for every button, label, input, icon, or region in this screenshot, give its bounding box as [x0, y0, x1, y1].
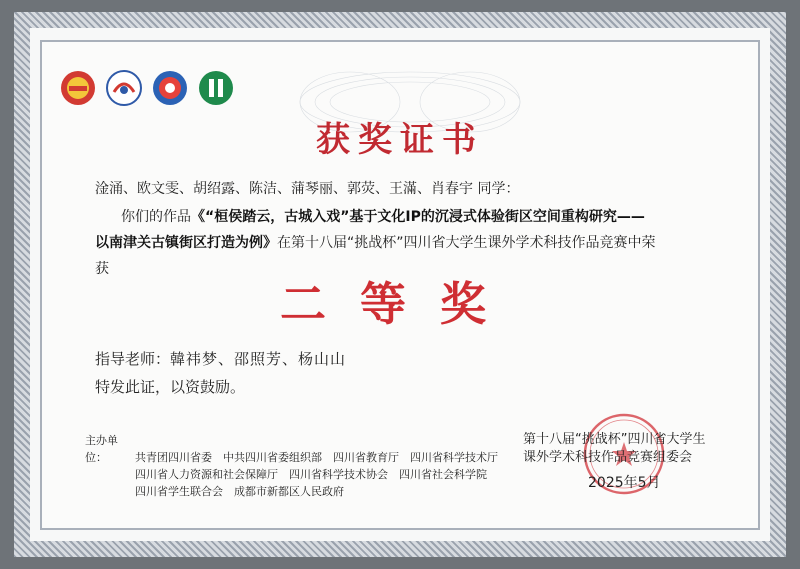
sponsors-row-1: 共青团四川省委 中共四川省委组织部 四川省教育厅 四川省科学技术厅 [135, 451, 498, 464]
science-association-emblem-icon [198, 70, 234, 106]
closing-statement: 特发此证，以资鼓励。 [95, 378, 246, 396]
work-title-part-1: 《“桓侯踏云，古城入戏”基于文化IP的沉浸式体验街区空间重构研究—— [191, 209, 645, 225]
advisor-names: 韓祎梦、邵照芳、杨山山 [170, 350, 347, 368]
work-competition-text: 在第十八届“挑战杯”四川省大学生课外学术科技作品竞赛中荣 [277, 235, 656, 251]
advisor-line [95, 348, 346, 369]
work-line-2 [95, 230, 725, 256]
issue-date: 2025年5月 [588, 475, 661, 491]
student-union-emblem-icon [152, 70, 188, 106]
recipient-names: 淦涌、欧文雯、胡绍露、陈洁、蒲琴丽、郭荧、王滿、肖春宇 同学： [95, 181, 520, 197]
work-line-3: 获 [95, 261, 109, 277]
sponsor-list [85, 432, 498, 500]
work-intro: 你们的作品 [121, 209, 191, 225]
advisor-label: 指导老师： [95, 350, 171, 368]
organizer-logos [60, 70, 234, 106]
award-level: 二等奖 [280, 277, 520, 331]
certificate-title: 获奖证书 [316, 120, 484, 160]
youth-league-emblem-icon [60, 70, 96, 106]
sponsors-row-3: 四川省学生联合会 成都市新都区人民政府 [135, 485, 344, 498]
committee-line-1: 第十八届“挑战杯”四川省大学生 [523, 432, 706, 447]
work-line-1 [95, 204, 725, 230]
committee-line-2: 课外学术科技作品竞赛组委会 [523, 450, 693, 465]
sponsor-label: 主办单位： [85, 434, 118, 464]
organizing-committee [523, 431, 705, 467]
competition-emblem-icon [106, 70, 142, 106]
sponsors-row-2: 四川省人力资源和社会保障厅 四川省科学技术协会 四川省社会科学院 [135, 468, 487, 481]
work-title-part-2: 以南津关古镇街区打造为例》 [95, 235, 277, 251]
